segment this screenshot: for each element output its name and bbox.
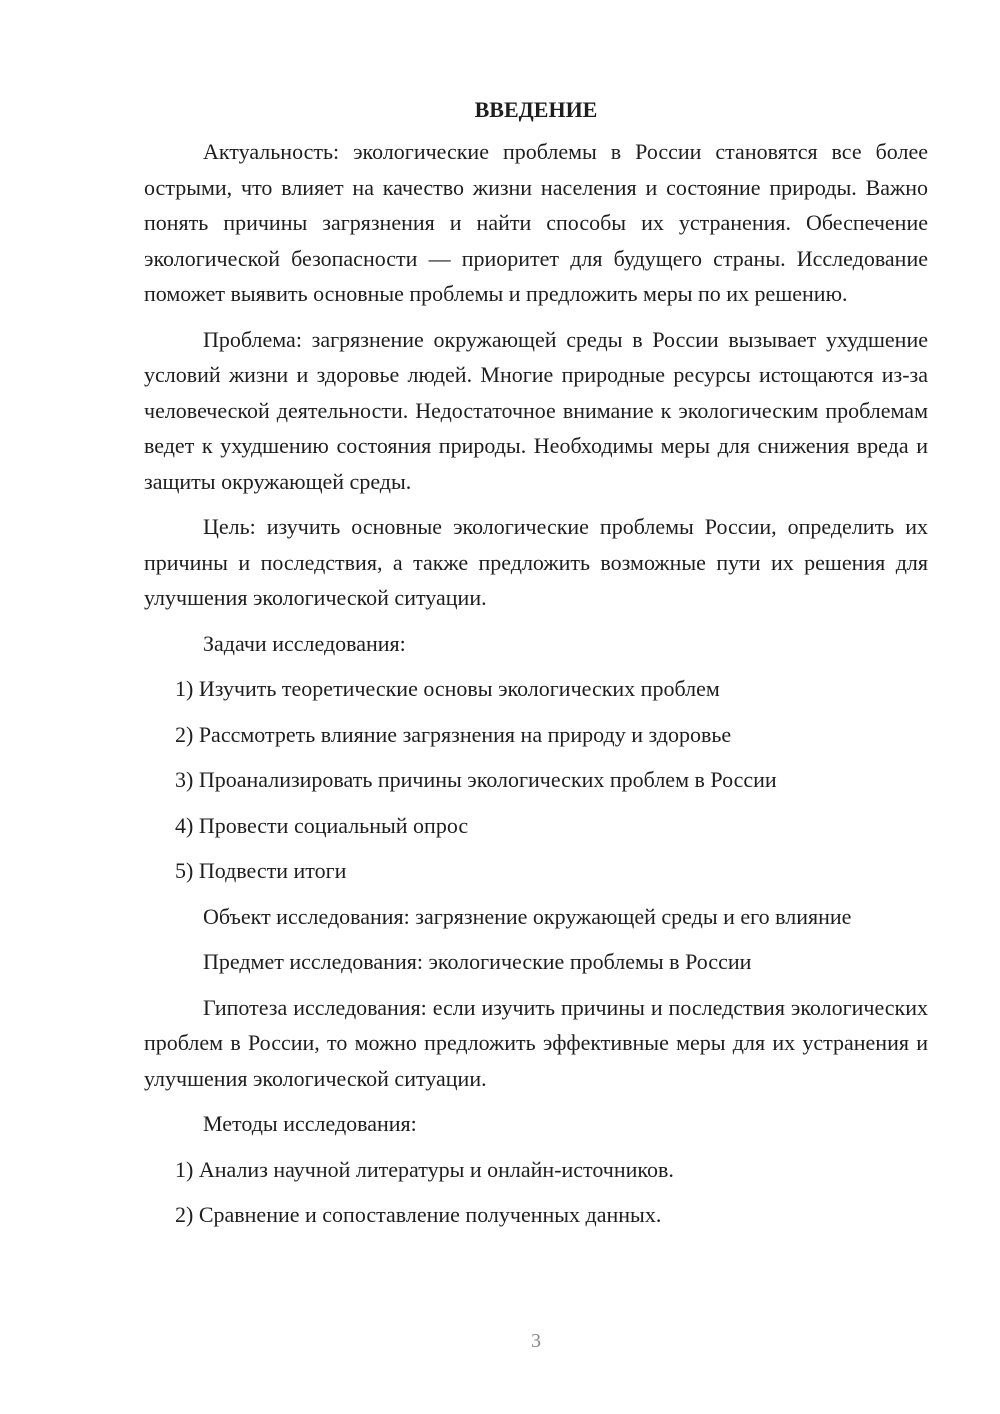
- subject-paragraph: Предмет исследования: экологические проблемы в России: [203, 949, 752, 974]
- list-item: 1) Анализ научной литературы и онлайн-источников.: [175, 1156, 674, 1182]
- object-paragraph: Объект исследования: загрязнение окружающей среды и его влияние: [203, 903, 852, 929]
- section-heading: ВВЕДЕНИЕ: [474, 97, 598, 122]
- methods-heading: Методы исследования:: [203, 1111, 417, 1136]
- hypothesis-paragraph: Гипотеза исследования: если изучить причины и последствия экологических проблем в России, то можно предложить эффективные меры для их устранения и улучшения экологической ситуации.: [144, 994, 928, 1091]
- page-number: 3: [531, 1330, 541, 1352]
- list-item: 4) Провести социальный опрос: [175, 812, 469, 838]
- list-item: 2) Рассмотреть влияние загрязнения на природу и здоровье: [175, 721, 732, 747]
- methods-list: [144, 1152, 928, 1233]
- list-item: 3) Проанализировать причины экологических проблем в России: [175, 767, 777, 792]
- list-item: 5) Подвести итоги: [175, 858, 347, 883]
- document-page: [144, 92, 928, 1243]
- tasks-list: [144, 671, 928, 889]
- relevance-paragraph: Актуальность: экологические проблемы в России становятся все более острыми, что влияет на качество жизни населения и состояние природы. Важно понять причины загрязнения и найти способы их устранения. Обеспечение экологической безопасности — приоритет для будущего страны. Исследование поможет выявить основные проблемы и предложить меры по их решению.: [144, 139, 928, 306]
- list-item: 2) Сравнение и сопоставление полученных данных.: [175, 1202, 662, 1227]
- problem-paragraph: Проблема: загрязнение окружающей среды в России вызывает ухудшение условий жизни и здоровье людей. Многие природные ресурсы истощаются из-за человеческой деятельности. Недостаточное внимание к экологическим проблемам ведет к ухудшению состояния природы. Необходимы меры для снижения вреда и защиты окружающей среды.: [144, 326, 928, 494]
- goal-paragraph: Цель: изучить основные экологические проблемы России, определить их причины и последствия, а также предложить возможные пути их решения для улучшения экологической ситуации.: [144, 514, 928, 610]
- list-item: 1) Изучить теоретические основы экологических проблем: [175, 676, 720, 701]
- tasks-heading: Задачи исследования:: [203, 630, 406, 656]
